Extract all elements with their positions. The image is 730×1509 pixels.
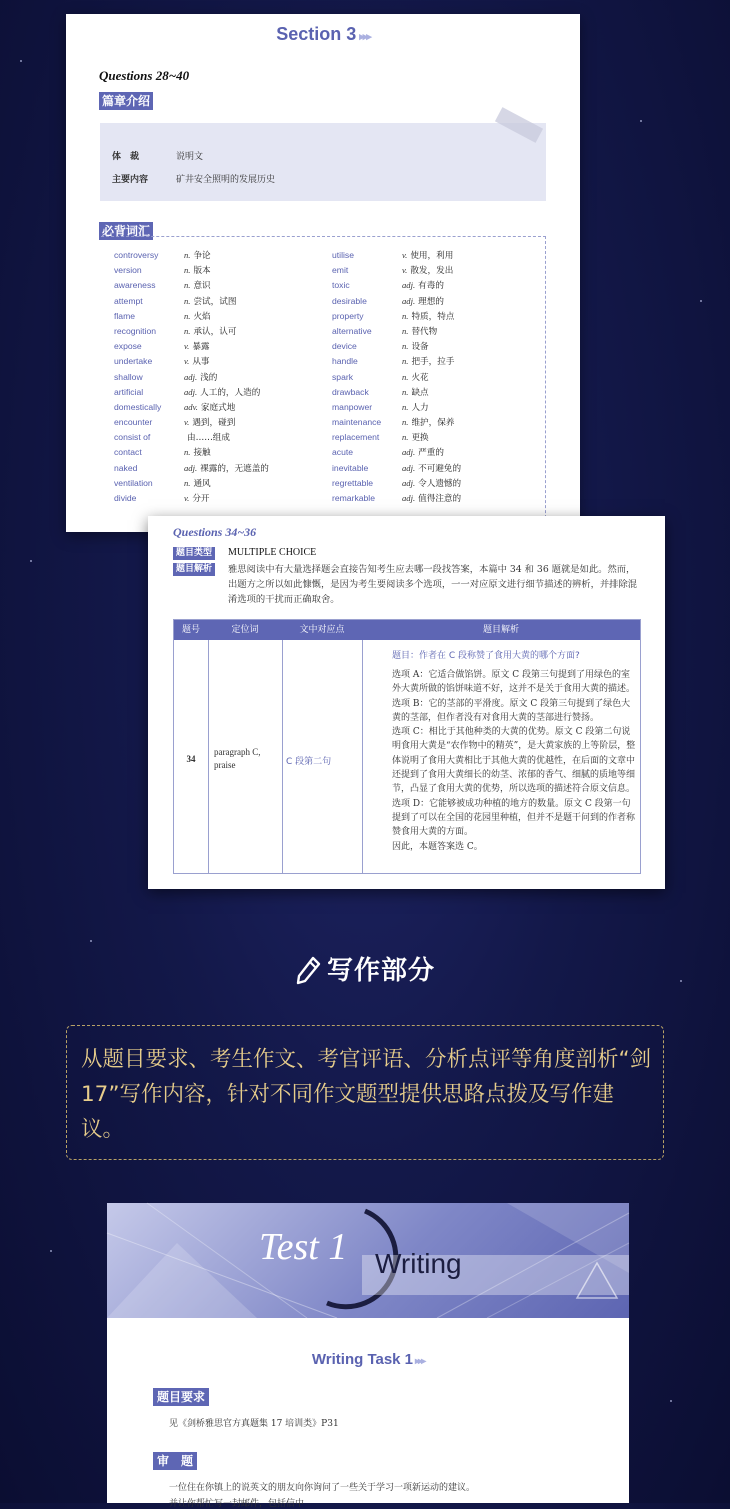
answer-conclusion: 因此，本题答案选 C。 [392,841,483,852]
vocab-item [332,415,461,430]
vocab-meaning: 通风 [193,478,211,489]
vocab-pos: n. [184,280,191,291]
vocab-pos: adj. [184,371,198,382]
star [640,120,642,122]
vocab-item [114,445,269,460]
writing-task-title: Writing Task 1 ▸▸▸ [311,1351,425,1368]
locator-words: paragraph C, praise [214,747,261,770]
vocab-word: inevitable [332,462,369,473]
vocab-item [332,263,461,278]
star [20,60,22,62]
vocab-pos: n. [402,432,409,443]
vocab-meaning: 版本 [193,266,211,277]
vocab-pos: n. [184,310,191,321]
vocab-meaning: 争论 [193,251,211,261]
vocab-meaning: 分开 [192,494,210,504]
vocab-item [332,461,461,476]
vocab-word: controversy [114,250,159,260]
vocab-meaning: 设备 [411,342,429,353]
vocab-word: contact [114,447,142,458]
vocab-word: version [114,265,142,276]
vocab-word: manpower [332,401,373,412]
vocab-pos: adj. [402,477,416,488]
vocab-pos: n. [402,310,409,321]
vocab-pos: n. [184,325,191,336]
vocab-item [332,445,461,460]
writing-description: 从题目要求、考生作文、考官评语、分析点评等角度剖析“剑17”写作内容，针对不同作文题型提供思路点拨及写作建议。 [81,1047,652,1142]
option-a: 选项 A：它适合做馅饼。原文 C 段第三句提到了用绿色的室外大黄所做的馅饼味道不好，这并不是关于食用大黄的描述。 [392,670,636,695]
vocab-item [332,370,461,385]
vocab-item [332,309,461,324]
section-title: Section 3 ▸▸▸ [276,24,370,44]
vocab-meaning: 不可避免的 [418,463,462,474]
vocab-pos: n. [184,295,191,306]
test-banner [107,1203,629,1318]
column-divider [208,640,209,873]
vocab-pos: adj. [184,386,198,397]
header-locator: 定位词 [208,620,282,640]
vocab-meaning: 家庭式地 [200,402,236,413]
vocab-pos: n. [402,325,409,336]
vocab-pos: adj. [402,462,416,473]
vocab-item [114,491,269,506]
vocab-pos: v. [184,417,190,428]
vocab-meaning: 理想的 [418,296,444,307]
vocab-meaning: 令人遗憾的 [418,478,462,489]
vocab-word: artificial [114,386,144,397]
vocab-pos: n. [402,371,409,382]
vocab-word: property [332,310,364,321]
vocab-meaning: 尝试，试图 [193,296,237,307]
vocab-column-left [114,248,269,506]
vocab-word: divide [114,493,137,503]
question-type: MULTIPLE CHOICE [228,547,317,558]
star [90,940,92,942]
vocab-word: naked [114,462,138,473]
vocab-word: drawback [332,386,369,397]
vocab-word: utilise [332,250,354,260]
vocab-item [114,339,269,354]
vocab-pos: v. [184,356,190,367]
vocab-word: handle [332,356,358,367]
vocab-meaning: 散发，发出 [410,266,454,277]
vocab-item [114,263,269,278]
vocab-item [114,309,269,324]
writing-label: Writing [375,1248,462,1279]
vocab-item [332,278,461,293]
requirement-text: 见《剑桥雅思官方真题集 17 培训类》P31 [169,1419,339,1429]
vocab-word: spark [332,371,354,382]
vocab-pos: n. [184,265,191,276]
header-analysis: 题目解析 [362,620,640,640]
question-number: 34 [186,754,196,764]
vocab-pos: v. [184,341,190,352]
vocab-pos: adv. [184,401,198,412]
analysis-paragraph: 雅思阅读中有大量选择题会直接告知考生应去哪一段找答案，本篇中 34 和 36 题就是如此。然而，出题方之所以如此慷慨，是因为考生要阅读多个选项，一一对应原文进行细节描述的辨析，并排除混淆选项的干扰而正确取舍。 [228,564,638,605]
vocab-meaning: 人工的，人造的 [200,387,261,398]
vocab-word: awareness [114,280,156,291]
requirement-tag: 题目要求 [153,1388,209,1406]
vocab-word: alternative [332,325,372,336]
vocab-meaning: 替代物 [411,326,438,337]
option-c: 选项 C：相比于其他种类的大黄的优势。原文 C 段第二句说明食用大黄是“农作物中的精英”，是大黄家族的上等阶层，整体说明了食用大黄相比于其他大黄的优越性，在后面的文章中还提到了食用大黄细长的幼茎、浓郁的香气、细腻的质地等细节，凸显了食用大黄的优势，所以选项的描述符合原文信息。 [392,727,636,795]
vocab-word: domestically [114,401,162,412]
vocab-item [114,294,269,309]
vocab-pos: n. [184,250,191,260]
intro-box [100,123,546,201]
vocab-pos: adj. [402,493,416,503]
section3-page [66,14,580,532]
vocab-meaning: 特质，特点 [411,311,455,322]
star [700,300,702,302]
vocab-item [114,278,269,293]
vocab-item [114,370,269,385]
vocab-item [114,324,269,339]
vocab-meaning: 承认，认可 [193,326,237,337]
tape-decoration [495,107,543,143]
option-d: 选项 D：它能够被成功种植的地方的数量。原文 C 段第一句提到了可以在全国的花园里种植，但并不是题干问到的作者称赞食用大黄的方面。 [392,798,636,838]
analysis-table [173,619,641,874]
analysis-tag: 题目解析 [173,563,215,576]
vocab-word: shallow [114,371,143,382]
vocab-pos: adj. [402,447,416,458]
vocab-word: maintenance [332,417,382,428]
arrows-icon: ▸▸▸ [359,31,370,43]
vocab-pos: n. [184,477,191,488]
vocab-word: expose [114,341,142,352]
review-text: 一位住在你镇上的说英文的朋友向你询问了一些关于学习一项新运动的建议。 [169,1483,476,1493]
vocab-item [114,461,269,476]
review-text-continued: 并让你帮忙写一封邮件，包括信中 [169,1499,305,1509]
vocab-item [114,385,269,400]
header-point: 文中对应点 [282,620,362,640]
vocab-word: toxic [332,280,350,291]
vocab-tag: 必背词汇 [99,222,153,240]
intro-content: 主要内容 矿井安全照明的发展历史 [112,175,276,185]
arrows-icon: ▸▸▸ [415,1356,425,1367]
vocab-item [114,248,269,263]
vocab-word: regrettable [332,477,374,488]
vocab-pos: adj. [402,295,416,306]
column-divider [282,640,283,873]
vocab-word: device [332,341,357,352]
vocab-item [114,400,269,415]
vocab-word: desirable [332,295,367,306]
vocab-meaning: 裸露的，无遮盖的 [200,463,269,474]
vocab-item [114,415,269,430]
test1-writing-page [107,1203,629,1509]
vocab-meaning: 严重的 [418,448,444,459]
vocab-pos: n. [402,356,409,367]
test-title: Test 1 [259,1226,348,1268]
vocab-word: undertake [114,356,153,367]
vocab-meaning: 更换 [411,433,429,444]
vocab-word: encounter [114,417,153,428]
vocab-word: flame [114,310,136,321]
vocab-meaning: 维护，保养 [411,418,455,429]
vocab-column-right [332,248,461,506]
vocab-item [332,294,461,309]
vocab-meaning: 由……组成 [187,433,230,444]
intro-tag: 篇章介绍 [99,92,153,110]
vocab-item [332,385,461,400]
vocab-item [332,339,461,354]
header-number: 题号 [174,620,208,640]
vocab-word: emit [332,265,349,276]
vocab-meaning: 从事 [192,357,210,368]
banner-decoration [107,1203,629,1318]
vocab-meaning: 浅的 [200,372,218,383]
vocab-word: remarkable [332,493,375,503]
pencil-icon [295,955,323,985]
star [30,560,32,562]
vocab-item [114,476,269,491]
vocab-meaning: 有毒的 [418,281,444,292]
vocab-pos: n. [402,386,409,397]
vocab-pos: n. [184,447,191,458]
vocab-word: acute [332,447,354,458]
vocab-item [114,430,269,445]
vocab-item [332,324,461,339]
vocab-word: consist of [114,432,151,443]
review-tag: 审 题 [153,1452,197,1470]
vocab-meaning: 使用，利用 [410,251,454,261]
vocab-meaning: 意识 [193,281,211,292]
vocab-word: ventilation [114,477,153,488]
vocab-pos: n. [402,341,409,352]
vocab-meaning: 火花 [411,372,429,383]
corresponding-point: C 段第二句 [286,757,332,767]
vocab-item [332,430,461,445]
vocab-meaning: 缺点 [411,387,429,398]
vocab-item [332,400,461,415]
analysis-question: 题目：作者在 C 段称赞了食用大黄的哪个方面? [392,651,580,661]
vocab-pos: n. [402,417,409,428]
writing-section-heading: 写作部分 [0,950,730,987]
writing-description-box [66,1025,664,1160]
option-b: 选项 B：它的茎部的平滑度。原文 C 段第三句提到了绿色大黄的茎部，但作者没有对食用大黄的茎部进行赞扬。 [392,698,631,723]
analysis-body [392,668,636,854]
vocab-word: attempt [114,295,143,306]
vocab-item [332,491,461,506]
star [670,1400,672,1402]
vocab-item [332,248,461,263]
vocab-pos: v. [402,250,408,260]
vocab-pos: n. [402,401,409,412]
star [50,1250,52,1252]
vocab-item [332,476,461,491]
vocab-word: replacement [332,432,380,443]
vocab-meaning: 暴露 [192,342,210,353]
vocab-pos: adj. [402,280,416,291]
vocab-item [114,354,269,369]
intro-genre: 体 裁 说明文 [112,152,204,162]
vocab-pos: v. [402,265,408,276]
questions-range: Questions 28~40 [99,68,190,83]
questions-34-36-page [148,516,665,889]
vocab-pos: adj. [184,462,198,473]
questions-range: Questions 34~36 [173,525,257,539]
column-divider [362,640,363,873]
vocab-meaning: 接触 [193,448,211,459]
vocab-meaning: 值得注意的 [418,494,462,504]
vocab-meaning: 把手，拉手 [411,357,455,368]
vocab-meaning: 遇到，碰到 [192,418,236,429]
vocab-meaning: 人力 [411,402,429,413]
vocab-pos: v. [184,493,190,503]
type-tag: 题目类型 [173,547,215,560]
vocab-word: recognition [114,325,157,336]
vocab-meaning: 火焰 [193,311,211,322]
vocab-item [332,354,461,369]
